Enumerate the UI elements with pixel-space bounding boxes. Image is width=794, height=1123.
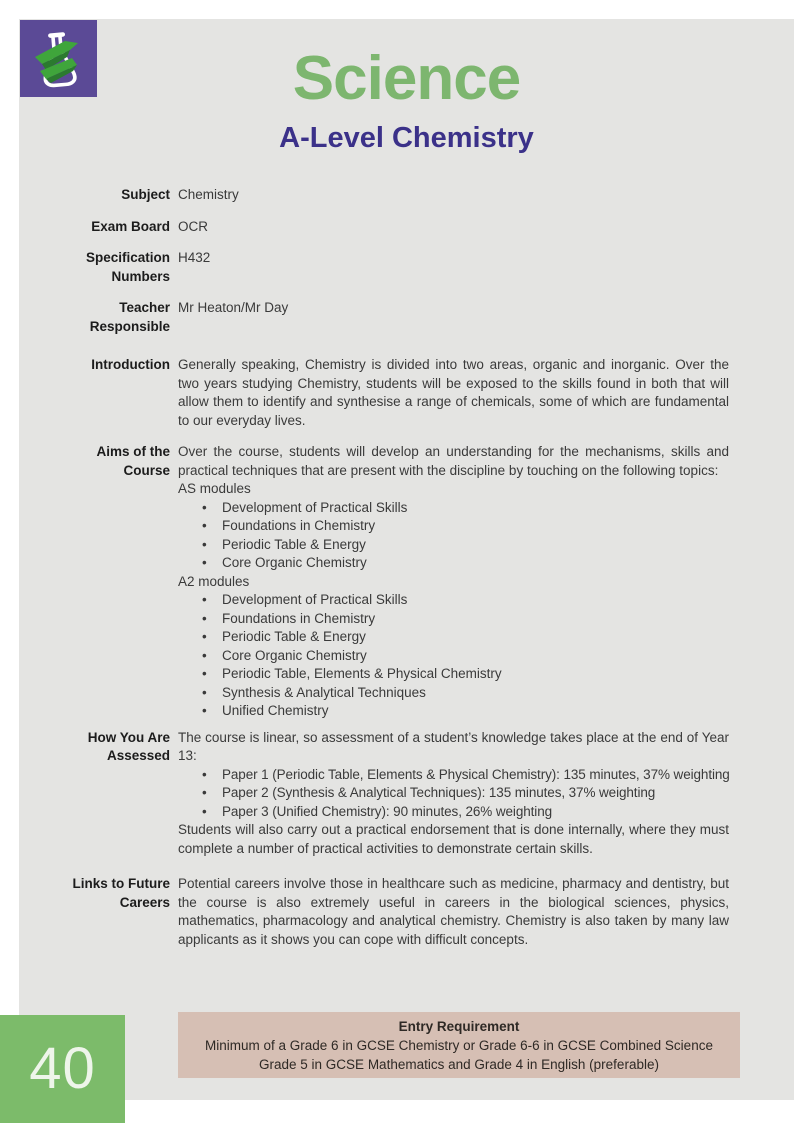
page-subtitle: A-Level Chemistry [279, 122, 534, 154]
aims-intro: Over the course, students will develop an understanding for the mechanisms, skills and practical techniques that are present with the discipline by touching on the following topics: [178, 444, 729, 478]
section-label: Links to Future Careers [72, 876, 170, 910]
detail-row-teacher [70, 299, 729, 336]
list-item: • Synthesis & Analytical Techniques [178, 684, 729, 703]
detail-row-specification [70, 249, 729, 286]
detail-label: Specification Numbers [85, 250, 170, 284]
assessed-body [178, 729, 729, 859]
list-item: • Foundations in Chemistry [178, 610, 729, 629]
course-guide-content [70, 186, 729, 949]
introduction-text: Generally speaking, Chemistry is divided into two areas, organic and inorganic. Over the two years studying Chemistry, students will be exposed to the skills found in both that will allow them to identify and synthesise a range of chemicals, some of which are fundamental to our everyday lives. [178, 357, 729, 428]
section-aims [70, 443, 729, 721]
entry-requirement-title: Entry Requirement [398, 1019, 520, 1034]
a2-modules-title: A2 modules [178, 573, 250, 589]
list-item: • Development of Practical Skills [178, 591, 729, 610]
as-modules-list [178, 499, 729, 573]
as-modules-title: AS modules [178, 481, 251, 496]
a2-modules-list [178, 591, 729, 721]
section-assessed [70, 729, 729, 859]
detail-value: OCR [178, 218, 208, 234]
list-item: • Core Organic Chemistry [178, 554, 729, 573]
list-item: • Development of Practical Skills [178, 499, 729, 518]
list-item: • Paper 2 (Synthesis & Analytical Techniques): 135 minutes, 37% weighting [178, 784, 729, 803]
list-item: • Core Organic Chemistry [178, 647, 729, 666]
detail-label: Subject [121, 187, 170, 202]
section-introduction [70, 356, 729, 430]
aims-body [178, 443, 729, 721]
page-title: Science [292, 44, 521, 113]
list-item: • Unified Chemistry [178, 702, 729, 721]
detail-value: Chemistry [178, 187, 239, 202]
list-item: • Paper 3 (Unified Chemistry): 90 minutes, 26% weighting [178, 803, 729, 822]
detail-value: Mr Heaton/Mr Day [178, 300, 289, 315]
section-label: How You Are Assessed [87, 729, 170, 763]
section-careers [70, 875, 729, 949]
assessed-intro: The course is linear, so assessment of a student’s knowledge takes place at the end of Year 13: [178, 729, 729, 763]
assessed-outro: Students will also carry out a practical endorsement that is done internally, where they must complete a number of practical activities to demonstrate certain skills. [178, 822, 729, 856]
list-item: • Periodic Table, Elements & Physical Chemistry [178, 665, 729, 684]
list-item: • Paper 1 (Periodic Table, Elements & Physical Chemistry): 135 minutes, 37% weighting [178, 766, 729, 785]
list-item: • Periodic Table & Energy [178, 628, 729, 647]
detail-row-exam-board [70, 218, 729, 237]
list-item: • Periodic Table & Energy [178, 536, 729, 555]
entry-requirement-line: Minimum of a Grade 6 in GCSE Chemistry or Grade 6-6 in GCSE Combined Science [205, 1038, 713, 1053]
page-number-block [0, 1015, 125, 1123]
detail-value: H432 [178, 250, 211, 265]
entry-requirement-box [178, 1012, 740, 1078]
list-item: • Foundations in Chemistry [178, 517, 729, 536]
detail-row-subject [70, 186, 729, 205]
entry-requirement-line: Grade 5 in GCSE Mathematics and Grade 4 in English (preferable) [259, 1057, 659, 1072]
page-number: 40 [29, 1036, 96, 1101]
section-label: Aims of the Course [96, 444, 170, 478]
assessment-papers-list [178, 766, 729, 822]
section-label: Introduction [91, 357, 170, 372]
detail-label: Exam Board [91, 218, 170, 234]
careers-text: Potential careers involve those in healthcare such as medicine, pharmacy and dentistry, but the course is also extremely useful in careers in the biological sciences, physics, mathematics, pharmacology and analytical chemistry. Chemistry is also taken by many law applicants as it shows you can cope with difficult concepts. [178, 876, 729, 947]
detail-label: Teacher Responsible [89, 300, 170, 334]
page-header [19, 44, 794, 155]
